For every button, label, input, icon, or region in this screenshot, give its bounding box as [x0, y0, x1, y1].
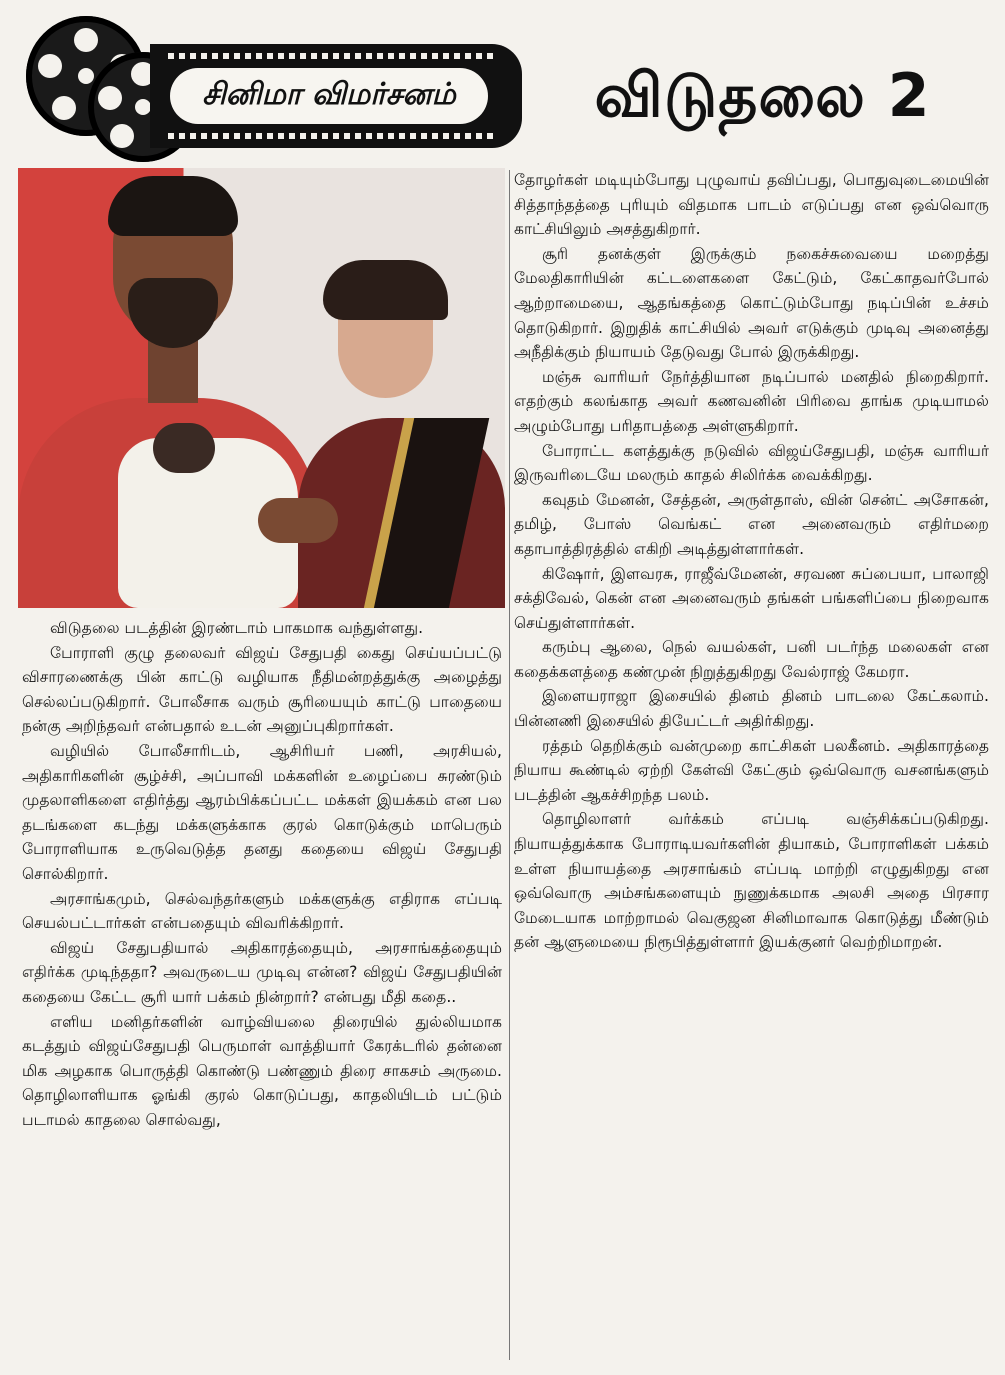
- paragraph: விஜய் சேதுபதியால் அதிகாரத்தையும், அரசாங்கத்தையும் எதிர்க்க முடிந்ததா? அவருடைய முடிவு என்ன? விஜய் சேதுபதியின் கதையை கேட்ட சூரி யார் பக்கம் நின்றார்? என்பது மீதி கதை..: [22, 938, 502, 1006]
- paragraph: இளையராஜா இசையில் தினம் தினம் பாடலை கேட்கலாம். பின்னணி இசையில் தியேட்டர் அதிர்கிறது.: [514, 687, 989, 731]
- left-column: [22, 616, 502, 1132]
- right-column: [514, 168, 989, 955]
- paragraph: அரசாங்கமும், செல்வந்தர்களும் மக்களுக்கு எதிராக எப்படி செயல்பட்டார்கள் என்பதையும் விவரிக்கிறார்.: [22, 889, 502, 933]
- movie-still-photo: [18, 168, 505, 608]
- section-label: சினிமா விமர்சனம்: [170, 68, 488, 124]
- paragraph: எளிய மனிதர்களின் வாழ்வியலை திரையில் துல்லியமாக கடத்தும் விஜய்சேதுபதி பெருமாள் வாத்தியார் கேரக்டரில் தன்னை மிக அழகாக பொருத்தி கொண்டு பண்ணும் திரை சாகசம் அருமை. தொழிலாளியாக ஓங்கி குரல் கொடுப்பது, காதலியிடம் பட்டும் படாமல் காதலை சொல்வது,: [22, 1012, 502, 1129]
- paragraph: ரத்தம் தெறிக்கும் வன்முறை காட்சிகள் பலகீனம். அதிகாரத்தை நியாய கூண்டில் ஏற்றி கேள்வி கேட்கும் ஒவ்வொரு வசனங்களும் படத்தின் ஆகச்சிறந்த பலம்.: [514, 736, 989, 804]
- paragraph: விடுதலை படத்தின் இரண்டாம் பாகமாக வந்துள்ளது.: [50, 619, 424, 637]
- paragraph: தொழிலாளர் வர்க்கம் எப்படி வஞ்சிக்கப்படுகிறது. நியாயத்துக்காக போராடியவர்களின் தியாகம், போராளிகள் பக்கம் உள்ள நியாயத்தை அரசாங்கம் எப்படி மாற்றி எழுதுகிறது என ஒவ்வொரு அம்சங்களையும் நுணுக்கமாக அலசி அதை பிரசார மேடையாக மாற்றாமல் வெகுஜன சினிமாவாக கொடுத்து மீண்டும் தன் ஆளுமையை நிரூபித்துள்ளார் இயக்குனர் வெற்றிமாறன்.: [514, 810, 989, 952]
- paragraph: போராட்ட களத்துக்கு நடுவில் விஜய்சேதுபதி, மஞ்சு வாரியர் இருவரிடையே மலரும் காதல் சிலிர்க்க வைக்கிறது.: [514, 441, 989, 485]
- newspaper-page: [10, 10, 997, 1367]
- paragraph: போராளி குழு தலைவர் விஜய் சேதுபதி கைது செய்யப்பட்டு விசாரணைக்கு பின் காட்டு வழியாக நீதிமன்றத்துக்கு அழைத்து செல்லப்படுகிறார். போலீசாக வரும் சூரியையும் காட்டு பாதையை நன்கு அறிந்தவர் என்பதால் உடன் அனுப்புகிறார்கள்.: [22, 643, 502, 736]
- paragraph: கவுதம் மேனன், சேத்தன், அருள்தாஸ், வின் சென்ட் அசோகன், தமிழ், போஸ் வெங்கட் என அனைவரும் எதிர்மறை கதாபாத்திரத்தில் எகிறி அடித்துள்ளார்கள்.: [514, 490, 989, 558]
- paragraph: கிஷோர், இளவரசு, ராஜீவ்மேனன், சரவண சுப்பையா, பாலாஜி சக்திவேல், கென் என அனைவரும் தங்கள் பங்களிப்பை நிறைவாக செய்துள்ளார்கள்.: [514, 564, 989, 632]
- paragraph: மஞ்சு வாரியர் நேர்த்தியான நடிப்பால் மனதில் நிறைகிறார். எதற்கும் கலங்காத அவர் கணவனின் பிரிவை தாங்க முடியாமல் அழும்போது பரிதாபத்தை அள்ளுகிறார்.: [514, 367, 989, 435]
- paragraph: தோழர்கள் மடியும்போது புழுவாய் தவிப்பது, பொதுவுடைமையின் சித்தாந்தத்தை புரியும் விதமாக பாடம் எடுப்பது என ஒவ்வொரு காட்சியிலும் அசத்துகிறார்.: [514, 171, 989, 239]
- movie-title: விடுதலை 2: [594, 61, 931, 131]
- paragraph: கரும்பு ஆலை, நெல் வயல்கள், பனி படர்ந்த மலைகள் என கதைக்களத்தை கண்முன் நிறுத்துகிறது வேல்ராஜ் கேமரா.: [514, 638, 989, 681]
- review-header: [10, 10, 997, 168]
- column-divider: [509, 170, 510, 1360]
- paragraph: சூரி தனக்குள் இருக்கும் நகைச்சுவையை மறைத்து மேலதிகாரியின் கட்டளைகளை கேட்டும், கேட்காதவர்போல் ஆற்றாமையை, ஆதங்கத்தை கொட்டும்போது நடிப்பின் உச்சம் தொடுகிறார். இறுதிக் காட்சியில் அவர் எடுக்கும் முடிவு அனைத்து அநீதிக்கும் நியாயம் தேடுவது போல் இருக்கிறது.: [514, 244, 989, 362]
- paragraph: வழியில் போலீசாரிடம், ஆசிரியர் பணி, அரசியல், அதிகாரிகளின் சூழ்ச்சி, அப்பாவி மக்களின் உழைப்பை சுரண்டும் முதலாளிகளை எதிர்த்து ஆரம்பிக்கப்பட்ட மக்கள் இயக்கம் என பல தடங்களை கடந்து மக்களுக்காக குரல் கொடுக்கும் மாபெரும் போராளியாக உருவெடுத்த தனது கதையை விஜய் சேதுபதி சொல்கிறார்.: [22, 741, 502, 883]
